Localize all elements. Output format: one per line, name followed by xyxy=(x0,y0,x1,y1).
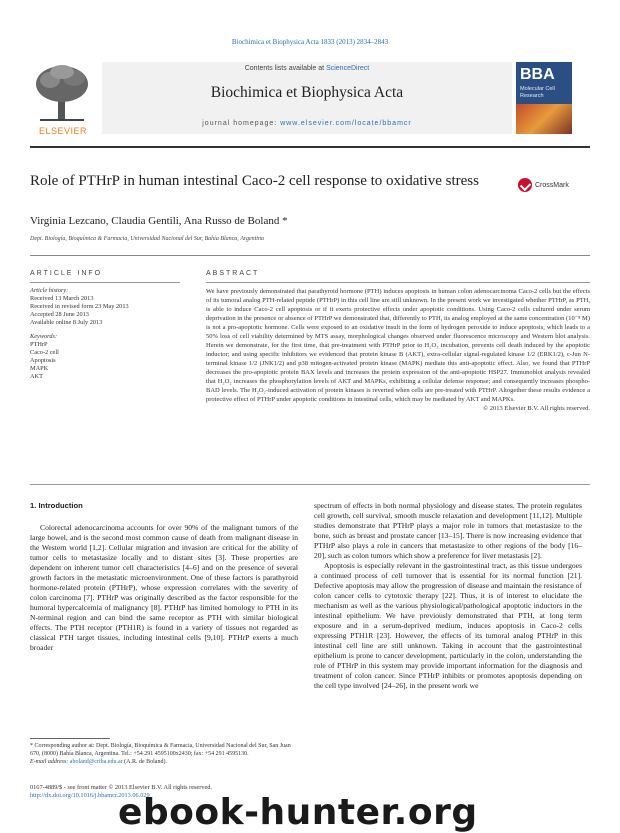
article-title: Role of PTHrP in human intestinal Caco-2 cell response to oxidative stress xyxy=(30,173,479,189)
doi-link[interactable]: http://dx.doi.org/10.1016/j.bbamcr.2013.06.029 xyxy=(30,792,150,799)
article-info xyxy=(30,270,190,381)
history-item: Accepted 28 June 2013 xyxy=(30,310,89,318)
keyword: AKT xyxy=(30,372,43,380)
journal-cover xyxy=(516,62,572,134)
keyword: PTHrP xyxy=(30,340,48,348)
header-rule xyxy=(30,146,590,148)
homepage-link[interactable]: www.elsevier.com/locate/bbamcr xyxy=(280,120,412,127)
paragraph: spectrum of effects in both normal physiology and disease states. The protein regulates cell growth, cell survival, smooth muscle relaxation and development [11,12]. Multiple studies demonstrate that PTHrP plays a major role in tumors that metastasize to the bone, such as breast and prostate cancer [13–15]. There is now increasing evidence that PTHrP also plays a role in cancers that metastasize to other regions of the body [16–20], such as colon tumors which show a preference for liver metastasis [2]. xyxy=(314,501,582,560)
article-info-rule xyxy=(30,282,180,283)
history-item: Received in revised form 23 May 2013 xyxy=(30,302,129,310)
history-item: Received 13 March 2013 xyxy=(30,294,94,302)
corresponding-author-note: * Corresponding author at: Dept. Biología, Bioquímica & Farmacia, Universidad Nacional del Sur, San Juan 670, (8000) Bahía Blanca, Argentina. Tel.: +54 291 4595100x2430; fax: +54 291 4595130. xyxy=(30,743,291,757)
email-line xyxy=(30,758,298,766)
contents-prefix: Contents lists available at xyxy=(244,65,327,72)
abstract-bottom-rule xyxy=(30,484,590,485)
elsevier-tree-icon xyxy=(30,62,94,134)
crossmark-icon xyxy=(518,178,532,192)
publisher-name: ELSEVIER xyxy=(38,126,88,136)
footnote xyxy=(30,742,298,766)
homepage-prefix: journal homepage: xyxy=(202,120,281,127)
crossmark-label: CrossMark xyxy=(535,181,569,189)
authors: Virginia Lezcano, Claudia Gentili, Ana Russo de Boland * xyxy=(30,215,288,227)
keyword: MAPK xyxy=(30,364,49,372)
history-label: Article history: xyxy=(30,286,69,294)
history-item: Available online 8 July 2013 xyxy=(30,318,103,326)
body-column-right xyxy=(314,501,582,691)
email-label: E-mail address: xyxy=(30,759,70,765)
sciencedirect-link[interactable]: ScienceDirect xyxy=(326,65,370,72)
affiliation: Dept. Biología, Bioquímica & Farmacia, Universidad Nacional del Sur, Bahía Blanca, Argentina xyxy=(30,236,264,242)
watermark: ebook-hunter.org xyxy=(118,792,478,833)
abstract-heading: ABSTRACT xyxy=(206,270,260,277)
journal-title: Biochimica et Biophysica Acta xyxy=(210,84,404,101)
article-info-heading: ARTICLE INFO xyxy=(30,270,103,277)
abstract xyxy=(206,270,590,412)
crossmark-badge[interactable] xyxy=(518,176,569,194)
issn-line: 0167-4889/$ - see front matter © 2013 Elsevier B.V. All rights reserved. xyxy=(30,784,212,791)
authors-rule xyxy=(30,255,590,256)
keyword: Caco-2 cell xyxy=(30,348,59,356)
section-heading: 1. Introduction xyxy=(30,501,83,510)
footnote-rule xyxy=(30,738,110,739)
cover-subtitle: Molecular Cell Research xyxy=(520,86,555,99)
abstract-text: We have previously demonstrated that parathyroid hormone (PTH) induces apoptosis in human colon adenocarcinoma Caco-2 cells but the effects of its tumoral analog PTH-related peptide (PTHrP) in this cell line are still unknown. In the present work we investigated whether PTHrP, as PTH, is able to induce Caco-2 cell apoptosis or if it exerts protective effects under apoptotic conditions. Using Caco-2 cells cultured under serum deprivation in the presence or absence of PTHrP we demonstrated that, differently to PTH, its analog employed at the same concentration (10⁻⁸ M) is not a pro-apoptotic hormone. Cells were exposed to an oxidative insult in the form of hydrogen peroxide to induce apoptosis, which leads to a 50% loss of cell viability determined by MTS assay, morphological changes observed under fluorescence microscopy and Western blot analysis. Herein we demonstrate, for the first time, that pre-treatment with PTHrP prior to H₂O₂ incubation, prevents cell death induced by the apoptotic inductor; and using specific inhibitors we evidenced that protein kinase B (AKT), extra-cellular signal-regulated kinase 1/2 (ERK1/2), c-Jun N-terminal kinase 1/2 (JNK1/2) and p38 mitogen-activated protein kinase (MAPK) mediate this anti-apoptotic effect. Also, we found that PTHrP decreases the pro-apoptotic protein BAX levels and increases the protein expression of the anti-apoptotic HSP27. Immunoblot analysis revealed that H₂O₂ increases the phosphorylation levels of AKT and MAPKs, exhibiting a cellular defense response; and consequently increases phospho-BAD levels. The H₂O₂-induced activation of protein kinases is reverted when cells are pre-treated with PTHrP. Altogether these results evidence a protective effect of PTHrP under apoptotic conditions in intestinal cells, which may be mediated by AKT and MAPKs. xyxy=(206,287,590,403)
email-suffix: (A.R. de Boland). xyxy=(122,759,167,765)
abstract-copyright: © 2013 Elsevier B.V. All rights reserved. xyxy=(483,404,590,412)
paragraph: Colorectal adenocarcinoma accounts for over 90% of the malignant tumors of the large bowel, and is the second most common cause of death from malignant disease in the Western world [1,2]. Cellular migration and invasion are critical for the ability of tumor cells to metastasize locally and to distant sites [3]. These properties are dependent on inherent tumor cell characteristics [4–6] and on the presence of several growth factors in the metastatic microenvironment. One of these factors is parathyroid hormone-related protein (PTHrP), whose expression correlates with the severity of colon carcinoma [7]. PTHrP was originally described as the factor responsible for the humoral hypercalcemia of malignancy [8]. PTHrP has limited homology to PTH in its N-terminal region and can bind the same receptor as PTH with similar biological effects. The PTH receptor (PTH1R) is found in a variety of tissues not regarded as classical PTH target tissues, including intestinal cells [9,10]. PTHrP exerts a much broader xyxy=(30,523,298,652)
journal-citation[interactable]: Biochimica et Biophysica Acta 1833 (2013) 2834–2843 xyxy=(231,38,389,46)
paragraph: Apoptosis is especially relevant in the gastrointestinal tract, as this tissue undergoes a continued process of cell turnover that is essential for its normal function [21]. Defective apoptosis may allow the progression of disease and maintain the resistance of colon cancer cells to cytotoxic therapy [22]. Thus, it is of interest to elucidate the mechanism as well as the various physiological/pathological apoptotic inductors in the intestinal epithelium. We have previously demonstrated that PTH, at long term exposure and in a serum-deprived medium, induces apoptosis in Caco-2 cells expressing PTH1R [23]. However, the effects of its tumoral analog PTHrP in this intestinal cell line are still unknown. Taking in account that the gastrointestinal epithelium is prone to cancer development, particularly in the colon, understanding the role of PTHrP in this system may provide important information for the diagnosis and treatment of colon cancer. Since PTHrP inhibits or promotes apoptosis depending on the cell type involved [24–26], in the present work we xyxy=(314,561,582,690)
journal-homepage xyxy=(102,120,512,127)
email-link[interactable]: aboland@criba.edu.ar xyxy=(69,759,123,765)
contents-line xyxy=(102,65,512,72)
body-column-left xyxy=(30,501,298,653)
masthead xyxy=(102,62,512,134)
keywords-label: Keywords: xyxy=(30,332,58,340)
journal-header xyxy=(30,62,590,140)
cover-art xyxy=(516,104,572,134)
abstract-rule xyxy=(206,282,590,283)
keyword: Apoptosis xyxy=(30,356,56,364)
cover-title: BBA xyxy=(520,66,555,83)
